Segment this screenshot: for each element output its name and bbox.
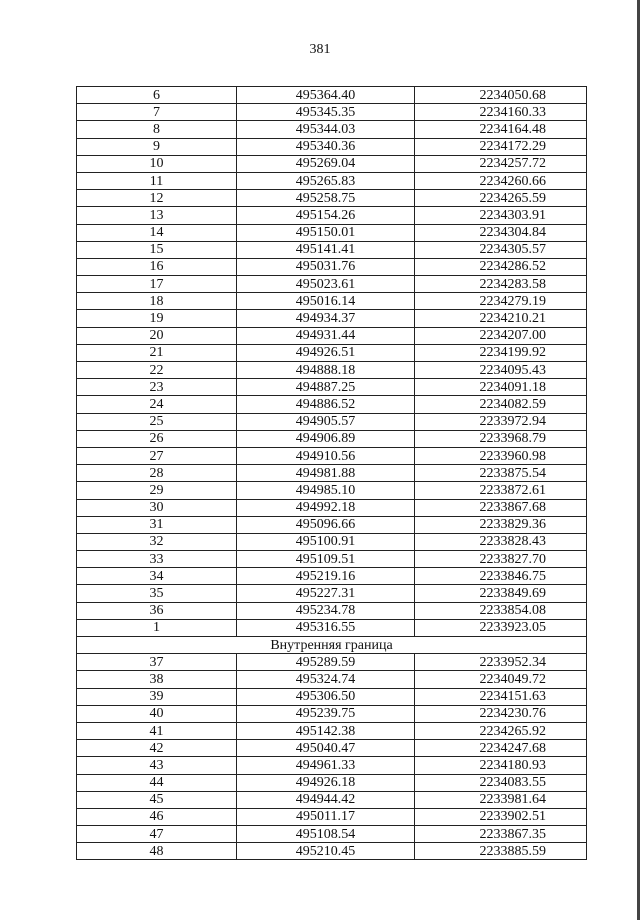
y-coordinate: 2234230.76 (415, 705, 587, 722)
x-coordinate: 495227.31 (237, 585, 415, 602)
table-row (77, 533, 587, 550)
y-coordinate: 2234199.92 (415, 344, 587, 361)
table-row (77, 516, 587, 533)
inner-boundary-rows (77, 654, 587, 860)
table-row (77, 207, 587, 224)
y-coordinate: 2233872.61 (415, 482, 587, 499)
table-row (77, 843, 587, 860)
table-row (77, 258, 587, 275)
y-coordinate: 2234180.93 (415, 757, 587, 774)
x-coordinate: 494906.89 (237, 430, 415, 447)
x-coordinate: 494985.10 (237, 482, 415, 499)
point-number: 29 (77, 482, 237, 499)
y-coordinate: 2234303.91 (415, 207, 587, 224)
point-number: 33 (77, 551, 237, 568)
y-coordinate: 2233867.35 (415, 826, 587, 843)
y-coordinate: 2233875.54 (415, 465, 587, 482)
y-coordinate: 2234083.55 (415, 774, 587, 791)
x-coordinate: 495040.47 (237, 740, 415, 757)
y-coordinate: 2233849.69 (415, 585, 587, 602)
point-number: 13 (77, 207, 237, 224)
point-number: 38 (77, 671, 237, 688)
table-row (77, 568, 587, 585)
x-coordinate: 495154.26 (237, 207, 415, 224)
x-coordinate: 495011.17 (237, 808, 415, 825)
x-coordinate: 494944.42 (237, 791, 415, 808)
table-row (77, 654, 587, 671)
x-coordinate: 495258.75 (237, 190, 415, 207)
x-coordinate: 494926.51 (237, 344, 415, 361)
table-row (77, 344, 587, 361)
point-number: 30 (77, 499, 237, 516)
x-coordinate: 494992.18 (237, 499, 415, 516)
y-coordinate: 2233902.51 (415, 808, 587, 825)
table-row (77, 104, 587, 121)
y-coordinate: 2234049.72 (415, 671, 587, 688)
point-number: 41 (77, 722, 237, 739)
point-number: 32 (77, 533, 237, 550)
x-coordinate: 495100.91 (237, 533, 415, 550)
y-coordinate: 2233885.59 (415, 843, 587, 860)
point-number: 18 (77, 293, 237, 310)
y-coordinate: 2234095.43 (415, 362, 587, 379)
coordinates-table (76, 86, 587, 860)
x-coordinate: 495289.59 (237, 654, 415, 671)
point-number: 43 (77, 757, 237, 774)
point-number: 46 (77, 808, 237, 825)
y-coordinate: 2234286.52 (415, 258, 587, 275)
table-row (77, 310, 587, 327)
table-row (77, 826, 587, 843)
table-row (77, 722, 587, 739)
y-coordinate: 2233854.08 (415, 602, 587, 619)
table-row (77, 224, 587, 241)
point-number: 8 (77, 121, 237, 138)
x-coordinate: 495031.76 (237, 258, 415, 275)
x-coordinate: 495096.66 (237, 516, 415, 533)
table-row (77, 499, 587, 516)
table-row (77, 155, 587, 172)
y-coordinate: 2234082.59 (415, 396, 587, 413)
table-row (77, 619, 587, 636)
table-row (77, 172, 587, 189)
table-row (77, 808, 587, 825)
table-row (77, 293, 587, 310)
table-row (77, 138, 587, 155)
y-coordinate: 2234164.48 (415, 121, 587, 138)
table-row (77, 430, 587, 447)
x-coordinate: 495234.78 (237, 602, 415, 619)
y-coordinate: 2233968.79 (415, 430, 587, 447)
table-row (77, 241, 587, 258)
y-coordinate: 2233952.34 (415, 654, 587, 671)
x-coordinate: 494961.33 (237, 757, 415, 774)
y-coordinate: 2233867.68 (415, 499, 587, 516)
point-number: 21 (77, 344, 237, 361)
y-coordinate: 2233846.75 (415, 568, 587, 585)
x-coordinate: 495150.01 (237, 224, 415, 241)
x-coordinate: 495239.75 (237, 705, 415, 722)
x-coordinate: 495109.51 (237, 551, 415, 568)
table-row (77, 740, 587, 757)
x-coordinate: 494931.44 (237, 327, 415, 344)
point-number: 45 (77, 791, 237, 808)
table-row (77, 465, 587, 482)
point-number: 26 (77, 430, 237, 447)
point-number: 12 (77, 190, 237, 207)
table-row (77, 121, 587, 138)
x-coordinate: 495306.50 (237, 688, 415, 705)
y-coordinate: 2234050.68 (415, 87, 587, 104)
x-coordinate: 495265.83 (237, 172, 415, 189)
point-number: 10 (77, 155, 237, 172)
table-row (77, 447, 587, 464)
table-row (77, 791, 587, 808)
y-coordinate: 2234172.29 (415, 138, 587, 155)
x-coordinate: 495016.14 (237, 293, 415, 310)
y-coordinate: 2234151.63 (415, 688, 587, 705)
y-coordinate: 2234247.68 (415, 740, 587, 757)
table-row (77, 379, 587, 396)
table-row (77, 327, 587, 344)
section-header-row (77, 637, 587, 654)
point-number: 36 (77, 602, 237, 619)
point-number: 44 (77, 774, 237, 791)
x-coordinate: 495219.16 (237, 568, 415, 585)
y-coordinate: 2234260.66 (415, 172, 587, 189)
point-number: 31 (77, 516, 237, 533)
y-coordinate: 2234210.21 (415, 310, 587, 327)
table-row (77, 362, 587, 379)
point-number: 22 (77, 362, 237, 379)
point-number: 20 (77, 327, 237, 344)
page-number: 381 (309, 42, 331, 57)
point-number: 17 (77, 276, 237, 293)
point-number: 19 (77, 310, 237, 327)
table-row (77, 190, 587, 207)
x-coordinate: 495340.36 (237, 138, 415, 155)
table-row (77, 396, 587, 413)
table-row (77, 87, 587, 104)
y-coordinate: 2234091.18 (415, 379, 587, 396)
y-coordinate: 2234304.84 (415, 224, 587, 241)
x-coordinate: 495142.38 (237, 722, 415, 739)
y-coordinate: 2234257.72 (415, 155, 587, 172)
point-number: 28 (77, 465, 237, 482)
point-number: 6 (77, 87, 237, 104)
table-row (77, 705, 587, 722)
y-coordinate: 2233827.70 (415, 551, 587, 568)
point-number: 1 (77, 619, 237, 636)
x-coordinate: 495344.03 (237, 121, 415, 138)
table-row (77, 413, 587, 430)
y-coordinate: 2234283.58 (415, 276, 587, 293)
table-row (77, 602, 587, 619)
x-coordinate: 495324.74 (237, 671, 415, 688)
table-row (77, 482, 587, 499)
x-coordinate: 495108.54 (237, 826, 415, 843)
x-coordinate: 494887.25 (237, 379, 415, 396)
y-coordinate: 2234265.92 (415, 722, 587, 739)
table-row (77, 276, 587, 293)
point-number: 40 (77, 705, 237, 722)
x-coordinate: 494905.57 (237, 413, 415, 430)
y-coordinate: 2233960.98 (415, 447, 587, 464)
point-number: 47 (77, 826, 237, 843)
point-number: 37 (77, 654, 237, 671)
point-number: 39 (77, 688, 237, 705)
y-coordinate: 2234207.00 (415, 327, 587, 344)
point-number: 24 (77, 396, 237, 413)
point-number: 11 (77, 172, 237, 189)
table-row (77, 585, 587, 602)
point-number: 9 (77, 138, 237, 155)
table-row (77, 551, 587, 568)
y-coordinate: 2234160.33 (415, 104, 587, 121)
point-number: 42 (77, 740, 237, 757)
x-coordinate: 495141.41 (237, 241, 415, 258)
point-number: 15 (77, 241, 237, 258)
point-number: 16 (77, 258, 237, 275)
point-number: 48 (77, 843, 237, 860)
y-coordinate: 2233972.94 (415, 413, 587, 430)
x-coordinate: 495210.45 (237, 843, 415, 860)
table-row (77, 774, 587, 791)
x-coordinate: 495023.61 (237, 276, 415, 293)
x-coordinate: 495345.35 (237, 104, 415, 121)
table-row (77, 688, 587, 705)
section-label: Внутренняя граница (77, 637, 587, 654)
y-coordinate: 2233829.36 (415, 516, 587, 533)
y-coordinate: 2233828.43 (415, 533, 587, 550)
y-coordinate: 2233981.64 (415, 791, 587, 808)
x-coordinate: 495364.40 (237, 87, 415, 104)
x-coordinate: 494934.37 (237, 310, 415, 327)
table-row (77, 671, 587, 688)
y-coordinate: 2234265.59 (415, 190, 587, 207)
point-number: 7 (77, 104, 237, 121)
outer-boundary-rows (77, 87, 587, 637)
y-coordinate: 2234279.19 (415, 293, 587, 310)
x-coordinate: 495269.04 (237, 155, 415, 172)
x-coordinate: 494888.18 (237, 362, 415, 379)
point-number: 27 (77, 447, 237, 464)
point-number: 34 (77, 568, 237, 585)
x-coordinate: 494886.52 (237, 396, 415, 413)
x-coordinate: 494926.18 (237, 774, 415, 791)
y-coordinate: 2233923.05 (415, 619, 587, 636)
x-coordinate: 495316.55 (237, 619, 415, 636)
point-number: 25 (77, 413, 237, 430)
point-number: 14 (77, 224, 237, 241)
point-number: 23 (77, 379, 237, 396)
x-coordinate: 494910.56 (237, 447, 415, 464)
x-coordinate: 494981.88 (237, 465, 415, 482)
section-header-row-group (77, 637, 587, 654)
point-number: 35 (77, 585, 237, 602)
y-coordinate: 2234305.57 (415, 241, 587, 258)
table-row (77, 757, 587, 774)
